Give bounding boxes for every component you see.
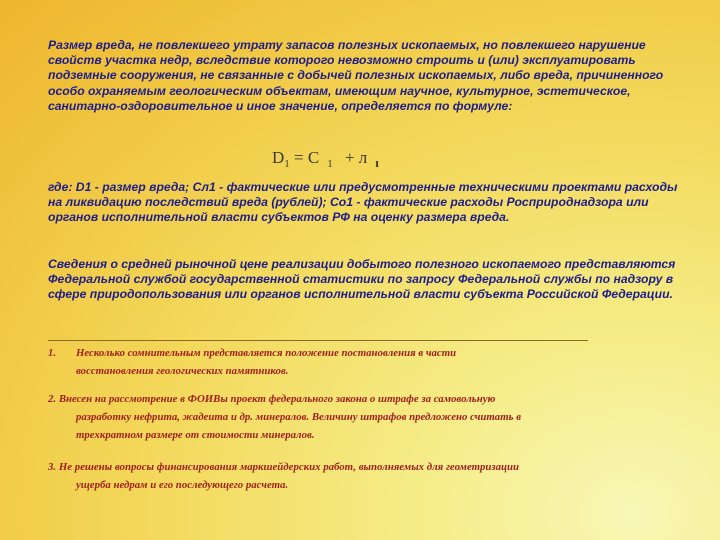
formula-lhs-subscript: 1 [284,158,290,170]
footnote-number: 3. [48,461,57,473]
footnote-text: ущерба недрам и его последующего расчета. [76,479,289,491]
variables-paragraph: где: D1 - размер вреда; Сл1 - фактические или предусмотренные техническими проектами расходы на ликвидацию последствий вреда (рублей); Со1 - фактические расходы Росприроднадзора или органов исполнительной власти субъектов РФ на оценку размера вреда. [48,180,678,225]
formula-lhs: D [272,148,285,167]
damage-formula [272,148,379,168]
definition-paragraph: Размер вреда, не повлекшего утрату запасов полезных ископаемых, но повлекшего нарушение свойств участка недр, вследствие которого невозможно строить и (или) эксплуатировать подземные сооружения, не связанные с добычей полезных ископаемых, либо вреда, причиненного особо охраняемым геологическим объектам, имеющим научное, культурное, эстетическое, санитарно-оздоровительное и иное значение, определяется по формуле: [48,38,664,113]
formula-equals-c: = C [294,148,320,167]
footnote-text: Несколько сомнительным представляется положение постановления в части [76,347,457,359]
footnote-number: 1. [48,347,57,359]
footnote-text: восстановления геологических памятников. [76,365,289,377]
footnote-text: Не решены вопросы финансирования маркшейдерских работ, выполняемых для геометризации [58,461,520,473]
footnote-divider [48,340,588,341]
footnote-text: трехкратном размере от стоимости минералов. [76,429,315,441]
formula-plus-l: + л [344,148,368,167]
footnote-2 [48,390,668,444]
footnote-text: разработку нефрита, жадеита и др. минералов. Величину штрафов предложено считать в [76,411,522,423]
formula-c-subscript: 1 [327,158,333,170]
footnote-text: Внесен на рассмотрение в ФОИВы проект федерального закона о штрафе за самовольную [58,393,496,405]
price-info-paragraph: Сведения о средней рыночной цене реализации добытого полезного ископаемого представляются Федеральной службой государственной статистики по запросу Федеральной службы по надзору в сфере природопользования или органов исполнительной власти субъекта Российской Федерации. [48,257,676,302]
formula-tail: ı [375,155,379,170]
footnote-1 [48,344,668,380]
footnote-3 [48,458,668,494]
footnote-number: 2. [48,393,57,405]
